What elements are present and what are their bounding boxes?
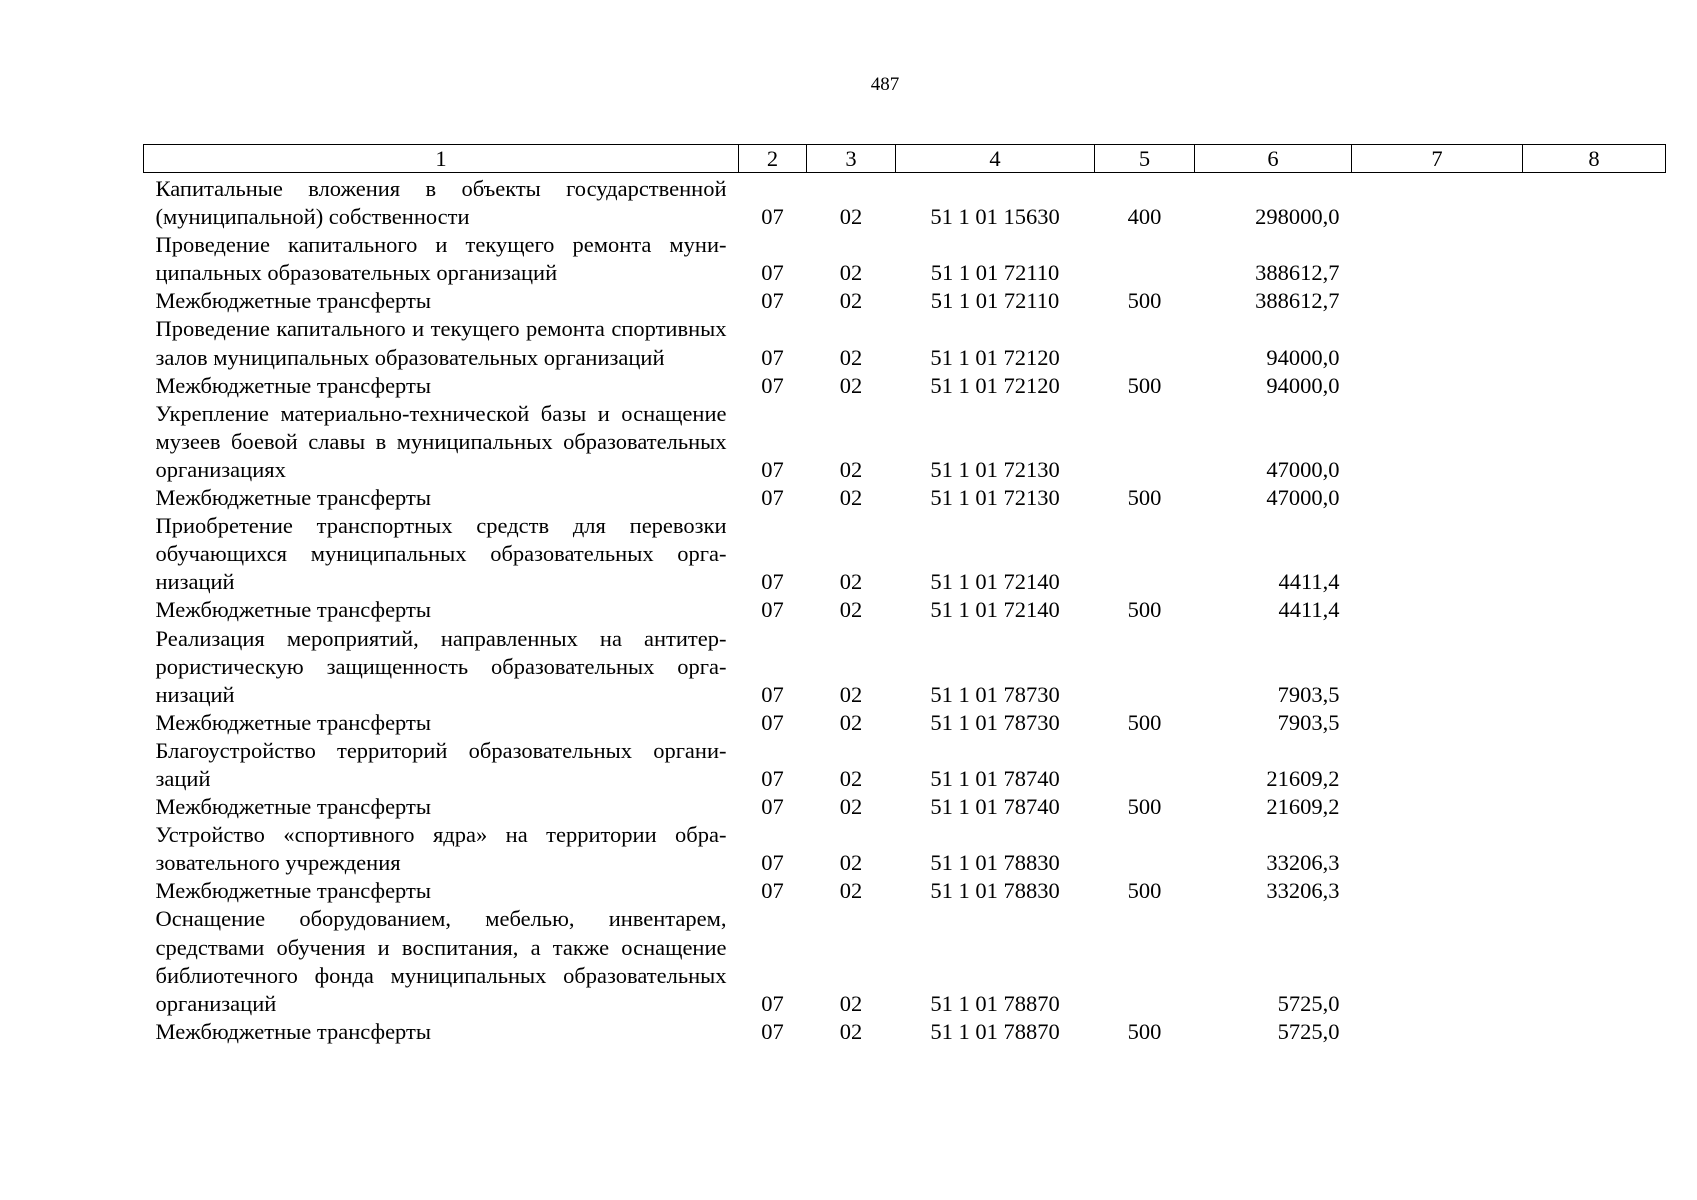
row-name-cell: Проведение капитального и текущего ремонта спортивных залов муниципальных образовательных организаций: [155, 316, 727, 370]
column-8-cell: [1523, 905, 1666, 1017]
row-name-cell: Проведение капитального и текущего ремонта муниципальных образовательных организаций: [155, 232, 727, 286]
column-header-2: 2: [739, 145, 807, 173]
table-row: [144, 231, 1666, 287]
column-7-cell: [1352, 231, 1523, 287]
section-code-cell: 07: [761, 569, 784, 595]
column-7-cell: [1352, 400, 1523, 484]
column-8-cell: [1523, 821, 1666, 877]
column-8-cell: [1523, 1018, 1666, 1046]
subsection-code-cell: 02: [839, 204, 863, 230]
table-row: [144, 372, 1666, 400]
section-code-cell: 07: [761, 709, 784, 735]
column-8-cell: [1523, 315, 1666, 371]
row-name-cell: Межбюджетные трансферты: [155, 709, 431, 735]
section-code-cell: 07: [761, 204, 784, 230]
subsection-code-cell: 02: [839, 850, 863, 876]
subsection-code-cell: 02: [839, 681, 863, 707]
amount-cell: 4411,4: [1278, 569, 1340, 595]
subsection-code-cell: 02: [839, 372, 863, 398]
table-row: [144, 315, 1666, 371]
expense-type-cell: 500: [1127, 794, 1162, 820]
column-8-cell: [1523, 793, 1666, 821]
subsection-code-cell: 02: [839, 794, 863, 820]
table-row: [144, 709, 1666, 737]
row-name-cell: Оснащение оборудованием, мебелью, инвентарем, средствами обучения и воспитания, а также оснащение библиотечного фонда муниципальных образовательных организаций: [155, 906, 727, 1016]
column-7-cell: [1352, 793, 1523, 821]
column-7-cell: [1352, 625, 1523, 709]
table-row: [144, 173, 1666, 232]
row-name-cell: Реализация мероприятий, направленных на антитеррористическую защищенность образовательных организаций: [155, 625, 727, 707]
table-row: [144, 737, 1666, 793]
header-row: [144, 145, 1666, 173]
column-8-cell: [1523, 372, 1666, 400]
section-code-cell: 07: [761, 990, 784, 1016]
column-header-8: 8: [1523, 145, 1666, 173]
column-8-cell: [1523, 709, 1666, 737]
row-name-cell: Приобретение транспортных средств для перевозки обучающихся муниципальных образовательных организаций: [155, 513, 727, 595]
expense-type-cell: [1095, 821, 1195, 877]
table-row: [144, 484, 1666, 512]
table-row: [144, 512, 1666, 596]
column-7-cell: [1352, 596, 1523, 624]
column-8-cell: [1523, 737, 1666, 793]
column-7-cell: [1352, 905, 1523, 1017]
column-header-6: 6: [1195, 145, 1352, 173]
amount-cell: 33206,3: [1266, 850, 1340, 876]
section-code-cell: 07: [761, 372, 784, 398]
target-article-cell: 51 1 01 72120: [930, 372, 1060, 398]
subsection-code-cell: 02: [839, 990, 863, 1016]
row-name-cell: Межбюджетные трансферты: [155, 878, 431, 904]
amount-cell: 94000,0: [1266, 372, 1340, 398]
table-row: [144, 596, 1666, 624]
subsection-code-cell: 02: [839, 597, 863, 623]
expense-type-cell: [1095, 625, 1195, 709]
expense-type-cell: 500: [1127, 372, 1162, 398]
amount-cell: 5725,0: [1277, 990, 1340, 1016]
column-8-cell: [1523, 287, 1666, 315]
expense-type-cell: 500: [1127, 1018, 1162, 1044]
column-8-cell: [1523, 877, 1666, 905]
target-article-cell: 51 1 01 72140: [930, 569, 1060, 595]
row-name-cell: Межбюджетные трансферты: [155, 794, 431, 820]
row-name-cell: Укрепление материально-технической базы и оснащение музеев боевой славы в муниципальных образовательных организациях: [155, 400, 727, 482]
column-7-cell: [1352, 372, 1523, 400]
column-header-4: 4: [896, 145, 1095, 173]
row-name-cell: Межбюджетные трансферты: [155, 372, 431, 398]
subsection-code-cell: 02: [839, 485, 863, 511]
column-8-cell: [1523, 596, 1666, 624]
column-7-cell: [1352, 315, 1523, 371]
amount-cell: 21609,2: [1266, 765, 1340, 791]
column-7-cell: [1352, 287, 1523, 315]
row-name-cell: Межбюджетные трансферты: [155, 485, 431, 511]
target-article-cell: 51 1 01 72120: [930, 344, 1060, 370]
expense-type-cell: [1095, 231, 1195, 287]
row-name-cell: Благоустройство территорий образовательных организаций: [155, 737, 727, 791]
section-code-cell: 07: [761, 850, 784, 876]
table-row: [144, 905, 1666, 1017]
amount-cell: 298000,0: [1255, 204, 1340, 230]
target-article-cell: 51 1 01 78830: [930, 878, 1060, 904]
column-7-cell: [1352, 737, 1523, 793]
subsection-code-cell: 02: [839, 456, 863, 482]
target-article-cell: 51 1 01 78740: [930, 765, 1060, 791]
section-code-cell: 07: [761, 1018, 784, 1044]
target-article-cell: 51 1 01 78730: [930, 681, 1060, 707]
column-8-cell: [1523, 231, 1666, 287]
section-code-cell: 07: [761, 681, 784, 707]
column-7-cell: [1352, 484, 1523, 512]
target-article-cell: 51 1 01 72110: [930, 260, 1060, 286]
section-code-cell: 07: [761, 765, 784, 791]
target-article-cell: 51 1 01 72110: [930, 288, 1060, 314]
column-header-5: 5: [1095, 145, 1195, 173]
subsection-code-cell: 02: [839, 344, 863, 370]
expense-type-cell: [1095, 315, 1195, 371]
target-article-cell: 51 1 01 78870: [930, 1018, 1060, 1044]
table-row: [144, 793, 1666, 821]
subsection-code-cell: 02: [839, 288, 863, 314]
column-header-3: 3: [807, 145, 896, 173]
budget-table: [143, 144, 1666, 1046]
expense-type-cell: 500: [1127, 709, 1162, 735]
amount-cell: 7903,5: [1277, 709, 1340, 735]
section-code-cell: 07: [761, 456, 784, 482]
subsection-code-cell: 02: [839, 1018, 863, 1044]
amount-cell: 94000,0: [1266, 344, 1340, 370]
target-article-cell: 51 1 01 72130: [930, 456, 1060, 482]
column-8-cell: [1523, 173, 1666, 232]
expense-type-cell: 500: [1127, 597, 1162, 623]
column-7-cell: [1352, 877, 1523, 905]
column-8-cell: [1523, 400, 1666, 484]
amount-cell: 21609,2: [1266, 794, 1340, 820]
subsection-code-cell: 02: [839, 765, 863, 791]
subsection-code-cell: 02: [839, 260, 863, 286]
section-code-cell: 07: [761, 260, 784, 286]
amount-cell: 7903,5: [1277, 681, 1340, 707]
target-article-cell: 51 1 01 15630: [930, 204, 1060, 230]
table-row: [144, 625, 1666, 709]
row-name-cell: Устройство «спортивного ядра» на территории образовательного учреждения: [155, 822, 727, 876]
row-name-cell: Межбюджетные трансферты: [155, 597, 431, 623]
row-name-cell: Капитальные вложения в объекты государственной (муниципальной) собственности: [155, 176, 727, 230]
expense-type-cell: 500: [1127, 485, 1162, 511]
expense-type-cell: 500: [1127, 288, 1162, 314]
column-8-cell: [1523, 625, 1666, 709]
table-row: [144, 821, 1666, 877]
expense-type-cell: [1095, 400, 1195, 484]
table-row: [144, 877, 1666, 905]
section-code-cell: 07: [761, 878, 784, 904]
target-article-cell: 51 1 01 72130: [930, 485, 1060, 511]
target-article-cell: 51 1 01 78740: [930, 794, 1060, 820]
column-7-cell: [1352, 1018, 1523, 1046]
amount-cell: 4411,4: [1278, 597, 1340, 623]
amount-cell: 33206,3: [1266, 878, 1340, 904]
section-code-cell: 07: [761, 344, 784, 370]
amount-cell: 47000,0: [1266, 485, 1340, 511]
subsection-code-cell: 02: [839, 709, 863, 735]
column-7-cell: [1352, 709, 1523, 737]
expense-type-cell: [1095, 512, 1195, 596]
row-name-cell: Межбюджетные трансферты: [155, 1018, 431, 1044]
page-number: 487: [870, 74, 900, 95]
target-article-cell: 51 1 01 72140: [930, 597, 1060, 623]
column-header-7: 7: [1352, 145, 1523, 173]
column-8-cell: [1523, 512, 1666, 596]
column-8-cell: [1523, 484, 1666, 512]
section-code-cell: 07: [761, 288, 784, 314]
expense-type-cell: [1095, 737, 1195, 793]
row-name-cell: Межбюджетные трансферты: [155, 288, 431, 314]
table-row: [144, 287, 1666, 315]
table-row: [144, 1018, 1666, 1046]
expense-type-cell: [1095, 905, 1195, 1017]
target-article-cell: 51 1 01 78730: [930, 709, 1060, 735]
column-7-cell: [1352, 512, 1523, 596]
amount-cell: 5725,0: [1277, 1018, 1340, 1044]
table-row: [144, 400, 1666, 484]
amount-cell: 47000,0: [1266, 456, 1340, 482]
target-article-cell: 51 1 01 78830: [930, 850, 1060, 876]
section-code-cell: 07: [761, 794, 784, 820]
amount-cell: 388612,7: [1255, 288, 1340, 314]
amount-cell: 388612,7: [1255, 260, 1340, 286]
section-code-cell: 07: [761, 597, 784, 623]
expense-type-cell: 500: [1127, 878, 1162, 904]
target-article-cell: 51 1 01 78870: [930, 990, 1060, 1016]
table-body: [144, 173, 1666, 1046]
subsection-code-cell: 02: [839, 569, 863, 595]
column-7-cell: [1352, 821, 1523, 877]
column-7-cell: [1352, 173, 1523, 232]
expense-type-cell: 400: [1127, 204, 1162, 230]
column-header-1: 1: [144, 145, 739, 173]
subsection-code-cell: 02: [839, 878, 863, 904]
section-code-cell: 07: [761, 485, 784, 511]
